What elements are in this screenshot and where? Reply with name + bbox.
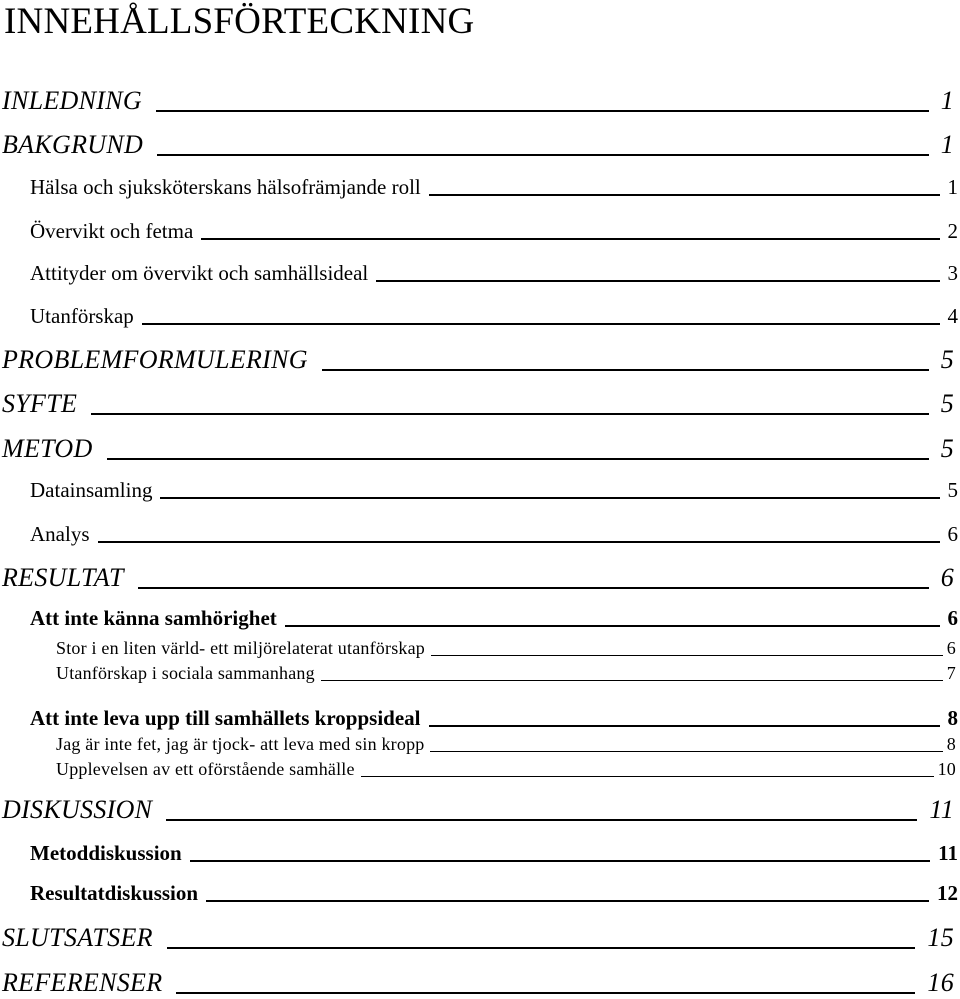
toc-leader-line	[156, 110, 929, 112]
toc-entry-page: 5	[940, 345, 954, 374]
toc-entry-label: Metoddiskussion	[30, 841, 182, 865]
toc-entry-label: DISKUSSION	[2, 795, 153, 824]
toc-entry-label: Stor i en liten värld- ett miljörelaterat utanförskap	[56, 638, 425, 658]
toc-leader-line	[138, 587, 929, 589]
toc-entry-label: INLEDNING	[2, 86, 142, 115]
toc-entry[interactable]	[30, 303, 958, 329]
toc-entry-page: 4	[947, 304, 958, 328]
toc-leader-line	[176, 992, 915, 994]
toc-entry-page: 2	[947, 219, 958, 243]
toc-entry-page: 5	[947, 478, 958, 502]
toc-entry[interactable]	[30, 174, 958, 200]
toc-entry-page: 7	[946, 663, 956, 683]
toc-leader-line	[201, 238, 939, 240]
toc-leader-line	[167, 947, 916, 949]
toc-entry-page: 1	[940, 86, 954, 115]
toc-entry-label: SYFTE	[2, 389, 78, 418]
toc-leader-line	[361, 776, 934, 777]
toc-entry-page: 6	[947, 522, 958, 546]
toc-leader-line	[142, 323, 940, 325]
toc-entry-page: 5	[940, 434, 954, 463]
toc-entry-label: METOD	[2, 434, 93, 463]
toc-leader-line	[107, 458, 929, 460]
toc-leader-line	[321, 680, 943, 681]
toc-entry-label: Resultatdiskussion	[30, 881, 199, 905]
toc-entry-label: Datainsamling	[30, 478, 153, 502]
toc-entry-label: Övervikt och fetma	[30, 219, 194, 243]
toc-entry-label: Att inte känna samhörighet	[30, 606, 277, 630]
toc-entry-page: 6	[946, 638, 956, 658]
toc-entry-label: Hälsa och sjuksköterskans hälsofrämjande roll	[30, 175, 421, 199]
toc-entry[interactable]	[30, 880, 958, 906]
toc-entry[interactable]	[2, 563, 954, 593]
toc-entry-label: Jag är inte fet, jag är tjock- att leva med sin kropp	[56, 734, 425, 754]
toc-leader-line	[285, 625, 940, 627]
toc-entry-label: Utanförskap i sociala sammanhang	[56, 663, 315, 683]
toc-entry-label: Upplevelsen av ett oförstående samhälle	[56, 759, 355, 779]
toc-entry[interactable]	[2, 968, 954, 998]
toc-entry[interactable]	[56, 662, 956, 684]
toc-leader-line	[429, 725, 940, 727]
toc-entry-page: 12	[937, 881, 958, 905]
toc-entry[interactable]	[2, 345, 954, 375]
toc-entry-page: 11	[938, 841, 958, 865]
toc-entry[interactable]	[56, 733, 956, 755]
toc-entry-label: Att inte leva upp till samhällets kroppsideal	[30, 706, 421, 730]
toc-entry[interactable]	[2, 795, 954, 825]
toc-entry-page: 8	[946, 734, 956, 754]
toc-leader-line	[429, 194, 940, 196]
toc-entry[interactable]	[2, 86, 954, 116]
toc-leader-line	[322, 369, 929, 371]
toc-leader-line	[157, 154, 929, 156]
toc-entry[interactable]	[2, 923, 954, 953]
toc-entry-label: SLUTSATSER	[2, 923, 153, 952]
toc-entry-label: Attityder om övervikt och samhällsideal	[30, 261, 369, 285]
toc-leader-line	[376, 280, 939, 282]
toc-entry[interactable]	[56, 758, 956, 780]
toc-entry-page: 16	[927, 968, 954, 997]
toc-entry[interactable]	[2, 434, 954, 464]
toc-entry-label: BAKGRUND	[2, 130, 144, 159]
toc-leader-line	[160, 497, 939, 499]
toc-entry[interactable]	[2, 130, 954, 160]
toc-entry[interactable]	[30, 218, 958, 244]
toc-entry[interactable]	[30, 260, 958, 286]
toc-entry-page: 8	[947, 706, 958, 730]
toc-leader-line	[166, 819, 917, 821]
toc-entry-label: PROBLEMFORMULERING	[2, 345, 308, 374]
toc-entry-label: REFERENSER	[2, 968, 163, 997]
toc-entry-page: 10	[937, 759, 956, 779]
toc-leader-line	[190, 860, 930, 862]
toc-entry-label: RESULTAT	[2, 563, 124, 592]
toc-entry[interactable]	[30, 521, 958, 547]
toc-leader-line	[431, 655, 943, 656]
toc-entry-page: 6	[947, 606, 958, 630]
toc-entry-page: 15	[927, 923, 954, 952]
toc-entry-page: 6	[940, 563, 954, 592]
toc-leader-line	[98, 541, 940, 543]
toc-entry-page: 11	[929, 795, 954, 824]
toc-entry[interactable]	[30, 605, 958, 631]
toc-entry[interactable]	[2, 389, 954, 419]
toc-entry[interactable]	[30, 705, 958, 731]
toc-entry[interactable]	[56, 637, 956, 659]
toc-entry-page: 3	[947, 261, 958, 285]
toc-entry-page: 1	[940, 130, 954, 159]
toc-entry-page: 5	[940, 389, 954, 418]
toc-leader-line	[430, 751, 942, 752]
toc-leader-line	[206, 900, 929, 902]
toc-leader-line	[91, 413, 929, 415]
toc-entry-label: Analys	[30, 522, 90, 546]
toc-entry-page: 1	[947, 175, 958, 199]
toc-entry[interactable]	[30, 840, 958, 866]
page-title: INNEHÅLLSFÖRTECKNING	[4, 1, 475, 42]
toc-entry-label: Utanförskap	[30, 304, 134, 328]
toc-entry[interactable]	[30, 477, 958, 503]
